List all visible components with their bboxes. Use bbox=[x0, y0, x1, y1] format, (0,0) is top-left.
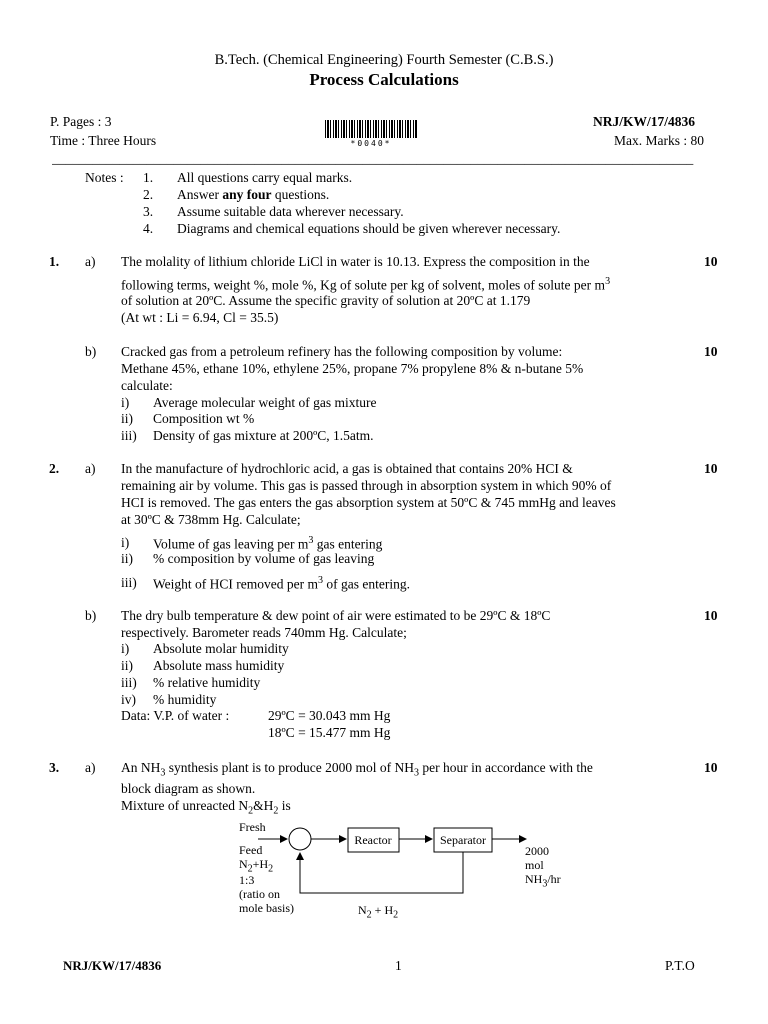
sub-item-text: Composition wt % bbox=[153, 411, 255, 426]
product-unit: mol bbox=[525, 858, 544, 872]
note-num: 3. bbox=[143, 204, 154, 219]
mixer-node bbox=[289, 828, 311, 850]
marks: 10 bbox=[704, 760, 718, 775]
sub-item-num: i) bbox=[121, 641, 130, 656]
question-text: of solution at 20ºC. Assume the specific gravity of solution at 20ºC at 1.179 bbox=[121, 293, 531, 308]
question-text: Methane 45%, ethane 10%, ethylene 25%, propane 7% propylene 8% & n-butane 5% bbox=[121, 361, 584, 376]
note-num: 2. bbox=[143, 187, 154, 202]
note-text: Assume suitable data wherever necessary. bbox=[177, 204, 404, 219]
feed-ratio: 1:3 bbox=[239, 873, 255, 887]
exam-time: Time : Three Hours bbox=[50, 133, 157, 148]
recycle-label: $N_2 + H_2$ bbox=[358, 903, 399, 921]
pto-label: P.T.O bbox=[665, 958, 695, 973]
question-text: (At wt : Li = 6.94, Cl = 35.5) bbox=[121, 310, 279, 325]
fresh-label: Fresh bbox=[239, 820, 266, 834]
question-text: remaining air by volume. This gas is passed through in absorption system in which 90% of bbox=[121, 478, 612, 493]
separator-label: Separator bbox=[440, 833, 486, 847]
sub-item-num: i) bbox=[121, 395, 130, 410]
barcode bbox=[325, 120, 417, 138]
recycle-line bbox=[300, 852, 463, 893]
course-title: B.Tech. (Chemical Engineering) Fourth Semester (C.B.S.) bbox=[214, 52, 554, 68]
data-label: Data: V.P. of water : bbox=[121, 708, 230, 723]
note-num: 4. bbox=[143, 221, 154, 236]
header-rule: _______________________________________________________________________________________________ bbox=[52, 152, 694, 166]
question-text: The molality of lithium chloride LiCl in water is 10.13. Express the composition in the bbox=[121, 254, 590, 269]
barcode-text: *0040* bbox=[350, 139, 392, 148]
sub-item-text: Absolute mass humidity bbox=[153, 658, 285, 673]
sub-item-text: Density of gas mixture at 200ºC, 1.5atm. bbox=[153, 428, 374, 443]
notes-label: Notes : bbox=[85, 170, 124, 185]
vapour-pressure: 29ºC = 30.043 mm Hg bbox=[268, 708, 391, 723]
page-number: 1 bbox=[395, 958, 402, 973]
sub-item-num: ii) bbox=[121, 658, 133, 673]
max-marks: Max. Marks : 80 bbox=[614, 133, 704, 148]
ratio-note: mole basis) bbox=[239, 901, 294, 915]
product-amount: 2000 bbox=[525, 844, 549, 858]
sub-item-text: Absolute molar humidity bbox=[153, 641, 289, 656]
part-label: a) bbox=[85, 760, 96, 775]
note-text: Diagrams and chemical equations should be given wherever necessary. bbox=[177, 221, 561, 236]
question-text: calculate: bbox=[121, 378, 173, 393]
part-label: b) bbox=[85, 608, 97, 623]
part-label: b) bbox=[85, 344, 97, 359]
reactor-label: Reactor bbox=[354, 833, 392, 847]
footer-code: NRJ/KW/17/4836 bbox=[63, 958, 162, 973]
question-number: 2. bbox=[49, 461, 60, 476]
feed-label: Feed bbox=[239, 843, 263, 857]
subject-title: Process Calculations bbox=[309, 70, 459, 89]
sub-item-num: ii) bbox=[121, 411, 133, 426]
question-number: 3. bbox=[49, 760, 60, 775]
sub-item-num: iii) bbox=[121, 575, 137, 590]
note-num: 1. bbox=[143, 170, 154, 185]
sub-item-text: Volume of gas leaving per $m^3$ gas entering bbox=[153, 535, 383, 552]
question-text: HCI is removed. The gas enters the gas absorption system at 50ºC & 745 mmHg and leaves bbox=[121, 495, 616, 510]
note-text: All questions carry equal marks. bbox=[177, 170, 353, 185]
sub-item-num: iv) bbox=[121, 692, 136, 707]
sub-item-text: % relative humidity bbox=[153, 675, 261, 690]
question-text: following terms, weight %, mole %, Kg of solute per kg of solvent, moles of solute per $m^3$ bbox=[121, 276, 611, 293]
ratio-note: (ratio on bbox=[239, 887, 280, 901]
question-text: respectively. Barometer reads 740mm Hg. Calculate; bbox=[121, 625, 407, 640]
feed-composition: $N_2+H_2$ bbox=[239, 857, 274, 875]
sub-item-text: % humidity bbox=[153, 692, 217, 707]
sub-item-text: % composition by volume of gas leaving bbox=[153, 551, 375, 566]
question-text: In the manufacture of hydrochloric acid, a gas is obtained that contains 20% HCI & bbox=[121, 461, 573, 476]
sub-item-num: ii) bbox=[121, 551, 133, 566]
marks: 10 bbox=[704, 344, 718, 359]
marks: 10 bbox=[704, 608, 718, 623]
sub-item-text: Average molecular weight of gas mixture bbox=[153, 395, 377, 410]
marks: 10 bbox=[704, 254, 718, 269]
question-text: The dry bulb temperature & dew point of air were estimated to be 29ºC & 18ºC bbox=[121, 608, 551, 623]
marks: 10 bbox=[704, 461, 718, 476]
part-label: a) bbox=[85, 254, 96, 269]
sub-item-text: Weight of HCI removed per $m^3$ of gas entering. bbox=[153, 575, 410, 592]
question-text: at 30ºC & 738mm Hg. Calculate; bbox=[121, 512, 301, 527]
question-number: 1. bbox=[49, 254, 60, 269]
question-text: Mixture of unreacted $N_2\&H_2$ is bbox=[121, 798, 291, 817]
page-count: P. Pages : 3 bbox=[50, 114, 112, 129]
vapour-pressure: 18ºC = 15.477 mm Hg bbox=[268, 725, 391, 740]
note-text: Answer any four questions. bbox=[177, 187, 330, 202]
question-text: An $NH_3$ synthesis plant is to produce 2000 mol of $NH_3$ per hour in accordance with the bbox=[121, 760, 593, 779]
sub-item-num: iii) bbox=[121, 428, 137, 443]
question-text: Cracked gas from a petroleum refinery has the following composition by volume: bbox=[121, 344, 563, 359]
sub-item-num: i) bbox=[121, 535, 130, 550]
part-label: a) bbox=[85, 461, 96, 476]
sub-item-num: iii) bbox=[121, 675, 137, 690]
question-text: block diagram as shown. bbox=[121, 781, 256, 796]
product-rate: $NH_3/hr$ bbox=[525, 872, 561, 890]
paper-code: NRJ/KW/17/4836 bbox=[593, 114, 696, 129]
